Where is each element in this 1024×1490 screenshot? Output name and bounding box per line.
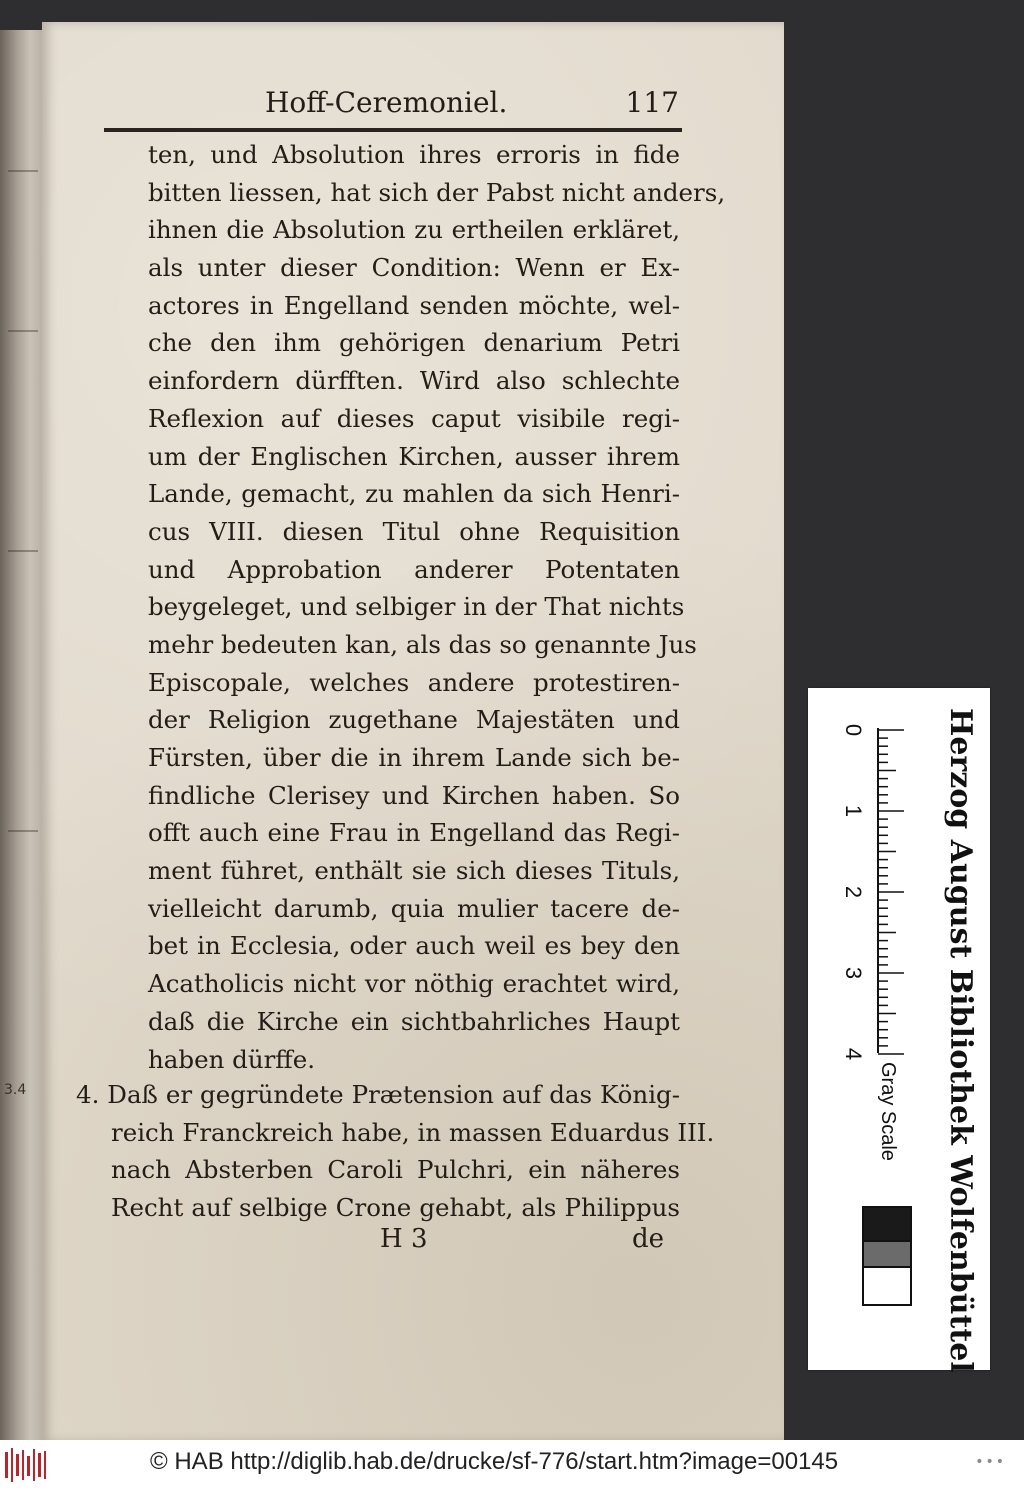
text-line: daß die Kirche ein sichtbahrliches Haupt [148,1006,680,1036]
scale-card [808,688,990,1373]
text-line: ten, und Absolution ihres erroris in fide [148,140,680,169]
text-line: Lande, gemacht, zu mahlen da sich Henri- [148,479,680,509]
text-line: beygeleget, und selbiger in der That nichts [148,592,685,622]
text-line: mehr bedeuten kan, als das so genannte Jus [148,629,697,659]
text-line: Recht auf selbige Crone gehabt, als Philippus [111,1193,680,1223]
text-line: che den ihm gehörigen denarium Petri [148,328,680,358]
text-line: nach Absterben Caroli Pulchri, ein näheres [111,1155,680,1185]
text-line: Acatholicis nicht vor nöthig erachtet wird, [148,969,680,999]
hab-logo-icon [4,1446,48,1484]
ruler-number: 3 [841,966,866,980]
text-line: ihnen die Absolution zu ertheilen erkläret, [148,215,680,245]
running-title: Hoff-Ceremoniel. [265,86,508,119]
text-line: actores in Engelland senden möchte, wel- [148,290,680,320]
gray-swatch-white [862,1266,912,1306]
ruler-number: 1 [841,804,866,818]
text-line: als unter dieser Condition: Wenn er Ex- [148,253,680,283]
text-line: bet in Ecclesia, oder auch weil es bey den [148,931,680,961]
text-line: bitten liessen, hat sich der Pabst nicht anders, [148,177,726,207]
signature-mark: H 3 [380,1224,428,1254]
text-line: reich Franckreich habe, in massen Eduardus III. [111,1117,715,1147]
page-number: 117 [625,86,679,119]
header-rule [104,128,682,132]
text-line: findliche Clerisey und Kirchen haben. So [148,780,680,810]
copyright-text: © HAB http://diglib.hab.de/drucke/sf-776/start.htm?image=00145 [150,1448,839,1475]
text-line: und Approbation anderer Potentaten [148,554,680,584]
numbered-paragraph-4 [76,1076,715,1227]
ruler-number: 2 [841,885,866,899]
more-icon[interactable]: ••• [975,1454,1006,1470]
body-text [148,136,726,1078]
text-line: cus VIII. diesen Titul ohne Requisition [148,516,680,546]
text-line: Reflexion auf dieses caput visibile regi- [148,403,680,433]
ruler-number: 0 [841,723,866,737]
footer-bar [0,1440,1024,1490]
text-line: ment führet, enthält sie sich dieses Tituls, [148,856,680,886]
text-line: Fürsten, über die in ihrem Lande sich be- [148,743,680,772]
text-line: vielleicht darumb, quia mulier tacere de- [148,893,680,923]
text-line: um der Englischen Kirchen, ausser ihrem [148,441,680,471]
text-line: einfordern dürfften. Wird also schlechte [148,366,680,396]
margin-mark: 3.4 [4,1082,27,1098]
ruler-number: 4 [841,1047,866,1061]
text-line: offt auch eine Frau in Engelland das Regi- [148,818,680,848]
text-line: Episcopale, welches andere protestiren- [148,667,680,697]
text-line: der Religion zugethane Majestäten und [148,705,680,735]
gray-swatch-black [862,1206,912,1244]
gray-scale-label: Gray Scale [877,1062,899,1161]
page-header [100,80,685,124]
scale-card-title: Herzog August Bibliothek Wolfenbüttel [943,708,978,1373]
text-line: haben dürffe. [148,1044,316,1074]
catchword: de [632,1224,665,1254]
text-line: 4. Daß er gegründete Prætension auf das König- [76,1080,680,1109]
